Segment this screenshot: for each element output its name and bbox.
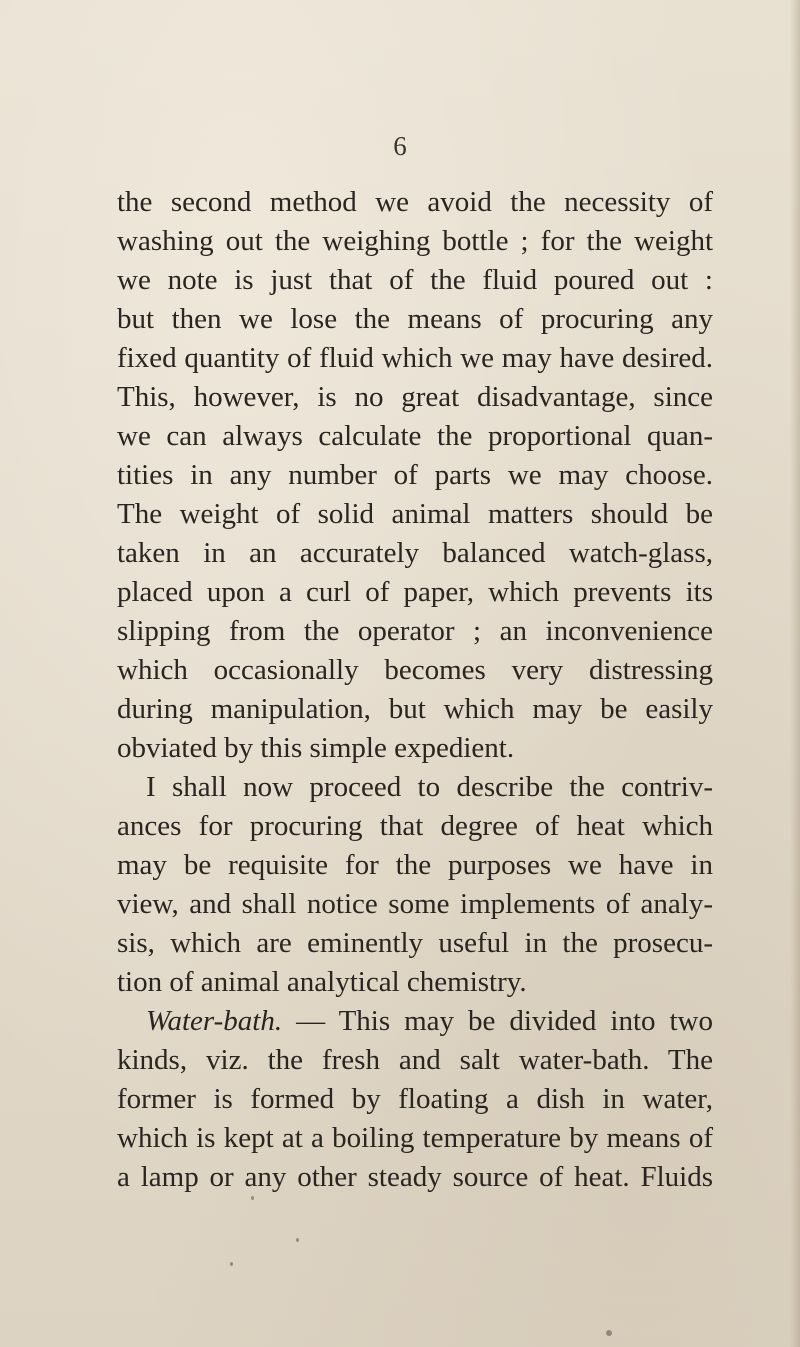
text-line: view, and shall notice some implements of analy- (117, 888, 713, 920)
text-line: washing out the weighing bottle ; for the weight (117, 225, 713, 257)
text-line: tion of animal analytical chemistry. (117, 966, 527, 998)
text-line: which is kept at a boiling temperature by means of (117, 1122, 713, 1154)
text-line-with-heading (117, 1002, 713, 1041)
text-line: sis, which are eminently useful in the prosecu- (117, 927, 713, 959)
text-line: during manipulation, but which may be easily (117, 693, 713, 725)
text-line: fixed quantity of fluid which we may have desired. (117, 342, 713, 374)
text-line: taken in an accurately balanced watch-glass, (117, 537, 713, 569)
text-line: a lamp or any other steady source of heat. Fluids (117, 1161, 713, 1193)
text-line-rest: — This may be divided into two (296, 1005, 714, 1037)
paper-speck (251, 1196, 254, 1200)
page-number: 6 (393, 131, 407, 161)
text-line: ances for procuring that degree of heat which (117, 810, 713, 842)
paper-speck (606, 1330, 612, 1336)
body-text (117, 183, 713, 1197)
text-line: placed upon a curl of paper, which prevents its (117, 576, 713, 608)
text-line: former is formed by floating a dish in water, (117, 1083, 713, 1115)
paper-speck (230, 1262, 233, 1266)
text-line: slipping from the operator ; an inconvenience (117, 615, 713, 647)
page-edge-shadow (790, 0, 800, 1347)
text-line: kinds, viz. the fresh and salt water-bath. The (117, 1044, 713, 1076)
text-line: which occasionally becomes very distressing (117, 654, 713, 686)
section-heading: Water-bath. (146, 1005, 283, 1037)
text-line: I shall now proceed to describe the contriv- (146, 771, 713, 803)
text-line: This, however, is no great disadvantage, since (117, 381, 713, 413)
paper-speck (296, 1238, 299, 1242)
text-line: The weight of solid animal matters should be (117, 498, 713, 530)
text-line: we can always calculate the proportional quan- (117, 420, 713, 452)
text-line: obviated by this simple expedient. (117, 732, 515, 764)
text-line: we note is just that of the fluid poured out : (117, 264, 713, 296)
text-line: may be requisite for the purposes we have in (117, 849, 713, 881)
text-line: the second method we avoid the necessity of (117, 186, 713, 218)
text-line: tities in any number of parts we may choose. (117, 459, 713, 491)
text-line: but then we lose the means of procuring any (117, 303, 713, 335)
